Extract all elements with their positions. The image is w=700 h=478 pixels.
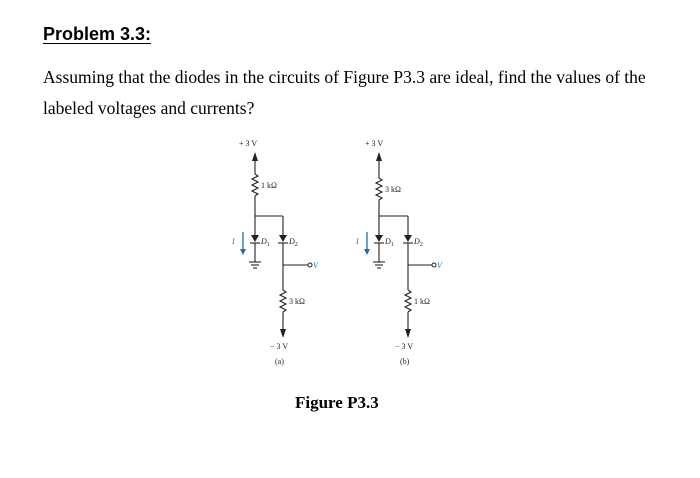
circuit-a-r-top-label: 1 kΩ	[261, 181, 277, 190]
circuit-a-diode-d2	[279, 235, 287, 242]
circuit-a-r-bottom-label: 3 kΩ	[289, 297, 305, 306]
circuit-b-output-node	[432, 263, 436, 267]
circuit-a	[231, 139, 319, 366]
circuit-b-supply-bottom: − 3 V	[395, 342, 414, 351]
circuit-b-diode-d1	[375, 235, 383, 242]
circuit-b-sublabel: (b)	[400, 357, 410, 366]
circuit-a-resistor-bottom	[280, 290, 286, 312]
circuit-a-voltage-label: V	[313, 261, 318, 270]
circuit-b-current-arrowhead	[364, 249, 370, 255]
circuit-a-sublabel: (a)	[275, 357, 284, 366]
circuit-b-diode-d2	[404, 235, 412, 242]
circuit-a-d1-label: $D_1$	[261, 237, 270, 248]
circuit-b-supply-top: + 3 V	[365, 139, 384, 148]
circuit-a-supply-bottom: − 3 V	[270, 342, 289, 351]
problem-statement: Assuming that the diodes in the circuits of Figure P3.3 are ideal, find the values of the labeled voltages and currents?	[43, 67, 646, 118]
circuit-a-current-arrowhead	[240, 249, 246, 255]
circuit-a-d2-label: $D_2$	[289, 237, 298, 248]
circuit-a-resistor-top	[252, 174, 258, 196]
circuit-b-d2-label: $D_2$	[414, 237, 423, 248]
circuit-a-output-node	[308, 263, 312, 267]
circuit-a-supply-arrow-up	[252, 152, 258, 161]
circuit-a-supply-top: + 3 V	[239, 139, 258, 148]
circuit-b-supply-arrow-up	[376, 152, 382, 161]
circuit-a-current-label: I	[232, 237, 235, 246]
circuit-b-resistor-bottom	[405, 290, 411, 312]
circuit-b-d1-label: $D_1$	[385, 237, 394, 248]
circuit-b-r-bottom-label: 1 kΩ	[414, 297, 430, 306]
circuit-b-voltage-label: V	[437, 261, 442, 270]
circuit-b-current-label: I	[356, 237, 359, 246]
problem-title: Problem 3.3:	[43, 24, 152, 44]
circuit-b-supply-arrow-down	[405, 329, 411, 338]
figure-caption: Figure P3.3	[295, 393, 379, 412]
circuit-a-supply-arrow-down	[280, 329, 286, 338]
circuit-b-r-top-label: 3 kΩ	[385, 185, 401, 194]
circuit-b	[355, 139, 443, 366]
circuit-b-resistor-top	[376, 178, 382, 200]
circuit-a-diode-d1	[251, 235, 259, 242]
